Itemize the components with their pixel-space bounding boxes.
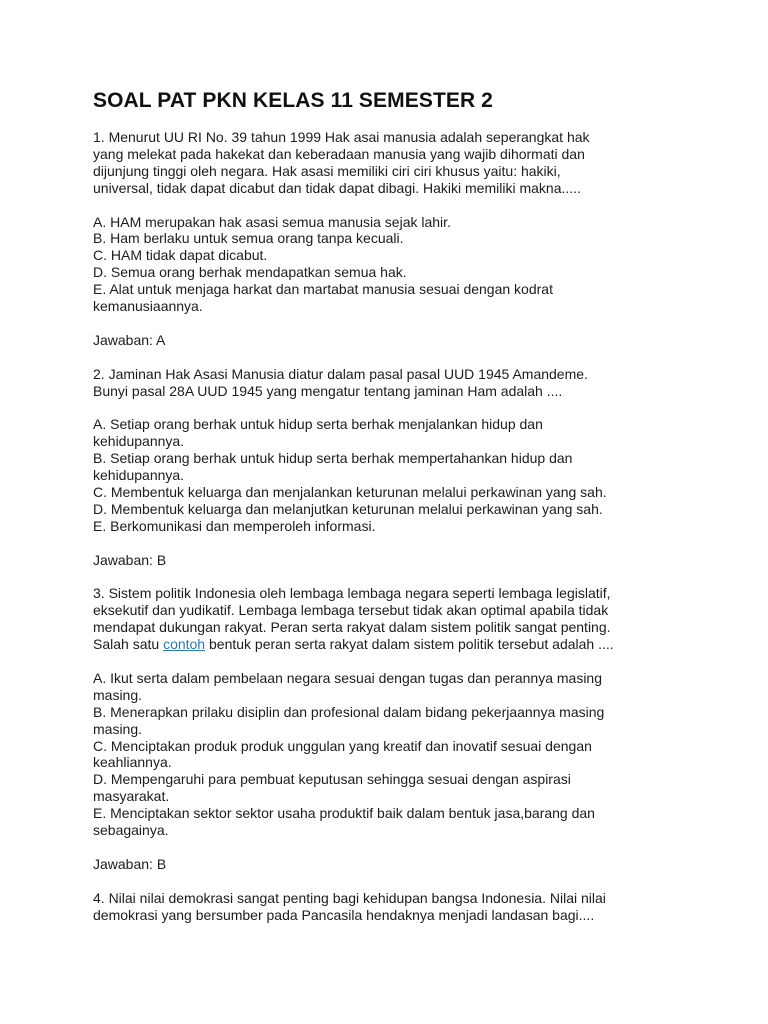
- question-3-answer: Jawaban: B: [93, 855, 167, 872]
- question-2-option-d: D. Membentuk keluarga dan melanjutkan keturunan melalui perkawinan yang sah.: [93, 500, 603, 517]
- question-3-option-b-cont: masing.: [93, 720, 143, 737]
- question-3-line-with-link: [93, 636, 693, 653]
- question-1-line: universal, tidak dapat dicabut dan tidak dapat dibagi. Hakiki memiliki makna.....: [93, 179, 581, 196]
- question-3-option-d-cont: masyarakat.: [93, 788, 170, 805]
- question-4: [93, 890, 693, 924]
- page-title: SOAL PAT PKN KELAS 11 SEMESTER 2: [93, 89, 493, 112]
- question-3-option-e-cont: sebagainya.: [93, 822, 169, 839]
- question-3-option-e: E. Menciptakan sektor sektor usaha produktif baik dalam bentuk jasa,barang dan: [93, 805, 595, 822]
- question-1-option-e-cont: kemanusiaannya.: [93, 298, 203, 315]
- question-1-option-c: C. HAM tidak dapat dicabut.: [93, 247, 268, 264]
- question-3-text-before-link: Salah satu: [93, 636, 164, 653]
- question-4-line: demokrasi yang bersumber pada Pancasila hendaknya menjadi landasan bagi....: [93, 906, 595, 923]
- question-3-option-d: D. Mempengaruhi para pembuat keputusan sehingga sesuai dengan aspirasi: [93, 771, 571, 788]
- question-3: [93, 585, 693, 889]
- question-3-option-b: B. Menerapkan prilaku disiplin dan profesional dalam bidang pekerjaannya masing: [93, 703, 605, 720]
- question-2-option-a-cont: kehidupannya.: [93, 433, 185, 450]
- document-page: [93, 89, 693, 923]
- question-1-option-d: D. Semua orang berhak mendapatkan semua hak.: [93, 264, 407, 281]
- question-2-option-b: B. Setiap orang berhak untuk hidup serta berhak mempertahankan hidup dan: [93, 450, 573, 467]
- question-3-line: eksekutif dan yudikatif. Lembaga lembaga tersebut tidak akan optimal apabila tidak: [93, 602, 609, 619]
- contoh-link[interactable]: contoh: [163, 636, 206, 653]
- question-3-option-a-cont: masing.: [93, 686, 143, 703]
- question-2: [93, 366, 693, 586]
- question-3-line: 3. Sistem politik Indonesia oleh lembaga lembaga negara seperti lembaga legislatif,: [93, 585, 611, 602]
- question-3-line: mendapat dukungan rakyat. Peran serta rakyat dalam sistem politik sangat penting.: [93, 619, 611, 636]
- question-1-line: yang melekat pada hakekat dan keberadaan manusia yang wajib dihormati dan: [93, 145, 585, 162]
- question-3-text-after-link: bentuk peran serta rakyat dalam sistem politik tersebut adalah ....: [205, 636, 614, 653]
- question-2-line: Bunyi pasal 28A UUD 1945 yang mengatur tentang jaminan Ham adalah ....: [93, 382, 563, 399]
- question-2-line: 2. Jaminan Hak Asasi Manusia diatur dalam pasal pasal UUD 1945 Amandeme.: [93, 365, 588, 382]
- question-1: [93, 129, 693, 366]
- question-1-option-a: A. HAM merupakan hak asasi semua manusia sejak lahir.: [93, 213, 451, 230]
- question-4-line: 4. Nilai nilai demokrasi sangat penting bagi kehidupan bangsa Indonesia. Nilai nilai: [93, 889, 606, 906]
- question-2-option-e: E. Berkomunikasi dan memperoleh informasi.: [93, 517, 376, 534]
- question-3-option-c: C. Menciptakan produk produk unggulan yang kreatif dan inovatif sesuai dengan: [93, 737, 592, 754]
- question-1-line: 1. Menurut UU RI No. 39 tahun 1999 Hak asai manusia adalah seperangkat hak: [93, 129, 590, 145]
- question-3-option-a: A. Ikut serta dalam pembelaan negara sesuai dengan tugas dan perannya masing: [93, 669, 603, 686]
- question-1-line: dijunjung tinggi oleh negara. Hak asasi memiliki ciri ciri khusus yaitu: hakiki,: [93, 162, 561, 179]
- question-1-option-b: B. Ham berlaku untuk semua orang tanpa kecuali.: [93, 230, 404, 247]
- question-2-option-a: A. Setiap orang berhak untuk hidup serta berhak menjalankan hidup dan: [93, 416, 543, 433]
- question-2-option-c: C. Membentuk keluarga dan menjalankan keturunan melalui perkawinan yang sah.: [93, 483, 607, 500]
- question-3-option-c-cont: keahliannya.: [93, 754, 172, 771]
- question-1-answer: Jawaban: A: [93, 331, 166, 348]
- question-2-answer: Jawaban: B: [93, 551, 167, 568]
- question-1-option-e: E. Alat untuk menjaga harkat dan martabat manusia sesuai dengan kodrat: [93, 281, 553, 298]
- question-2-option-b-cont: kehidupannya.: [93, 467, 185, 484]
